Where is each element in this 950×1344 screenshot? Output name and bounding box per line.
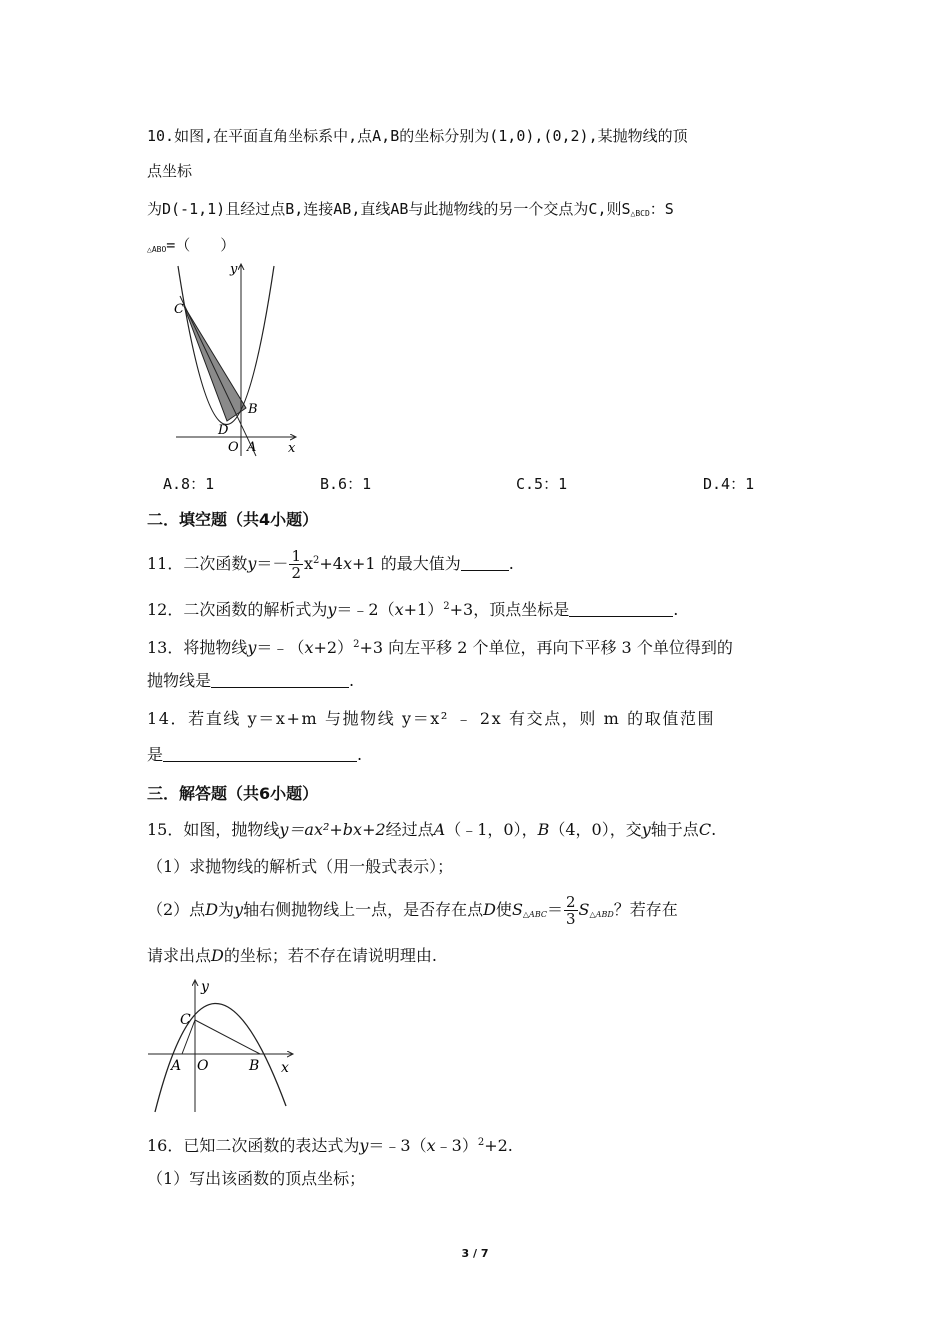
q11-eq: ＝－ <box>256 554 289 573</box>
q11-var-x: x <box>342 554 353 573</box>
q12-rest2: +1） <box>403 600 444 619</box>
q12-var-x: x <box>394 600 404 619</box>
q14-line2-text: 是 <box>147 745 164 764</box>
q13-var-x: x <box>304 638 314 657</box>
q15-p2b: 为 <box>218 900 235 919</box>
q15-label-o: O <box>197 1058 209 1074</box>
q11-var-y: y <box>247 554 257 573</box>
q15-equation: y＝ax²+bx+2 <box>279 820 386 839</box>
q15-l1d: （﹣1，0）， <box>445 820 538 839</box>
q10-colon: ：S <box>649 200 674 218</box>
q15-p2d: 使 <box>495 900 512 919</box>
q12-answer-blank[interactable] <box>569 600 673 617</box>
q15-label-a: A <box>171 1058 182 1074</box>
q15-point-b: B <box>537 820 550 839</box>
q13-var-y: y <box>247 638 257 657</box>
q10-label-y: y <box>230 262 238 277</box>
q12-square: 2 <box>443 601 450 612</box>
q10-label-a: A <box>247 440 257 455</box>
q10-option-d[interactable]: D.4：1 <box>703 475 755 493</box>
q12-pre: 12．二次函数的解析式为 <box>147 600 328 619</box>
q11-var-x2: x <box>303 554 314 573</box>
q13-pre: 13．将抛物线 <box>147 638 248 657</box>
q15-area-s1: S <box>511 900 523 919</box>
q15-p2e: ？若存在 <box>613 900 678 919</box>
q10-option-b[interactable]: B.6：1 <box>320 475 372 493</box>
q12-var-y: y <box>327 600 337 619</box>
q10-label-d: D <box>218 423 229 438</box>
q15-l1g: . <box>711 820 717 839</box>
q13-square: 2 <box>353 639 360 650</box>
q13-text-line1 <box>147 634 733 659</box>
q11-rest: +4 <box>319 554 343 573</box>
q15-frac-den: 3 <box>566 910 576 928</box>
q15-point-c: C <box>698 820 712 839</box>
q15-l1a: 15．如图，抛物线 <box>147 820 280 839</box>
q16-rest: ＝﹣3（ <box>368 1136 427 1155</box>
q15-var-y-2: y <box>234 900 244 919</box>
page-number: 3 / 7 <box>461 1247 489 1260</box>
q15-l4b: 的坐标；若不存在请说明理由. <box>223 946 437 965</box>
q11-text <box>147 546 514 582</box>
q13-rest3: +3 向左平移 2 个单位，再向下平移 3 个单位得到的 <box>359 638 733 657</box>
q15-part1: （1）求抛物线的解析式（用一般式表示）； <box>147 857 454 876</box>
q15-label-b: B <box>249 1058 260 1074</box>
q12-end: . <box>673 600 679 619</box>
q12-rest3: +3，顶点坐标是 <box>449 600 570 619</box>
q11-fraction <box>289 548 303 581</box>
q16-text <box>147 1132 513 1157</box>
q16-var-y: y <box>359 1136 369 1155</box>
q15-label-x: x <box>281 1060 289 1076</box>
q16-pre: 16．已知二次函数的表达式为 <box>147 1136 360 1155</box>
q15-l1f: 轴于点 <box>650 820 699 839</box>
q16-rest2: ﹣3） <box>435 1136 478 1155</box>
q13-rest: ＝﹣（ <box>256 638 305 657</box>
q15-l4a: 请求出点 <box>147 946 212 965</box>
q15-label-y: y <box>201 979 209 995</box>
q13-end: . <box>349 671 355 690</box>
q15-point-d: D <box>205 900 219 919</box>
q10-label-c: C <box>174 302 184 317</box>
q11-frac-num: 1 <box>291 547 301 565</box>
q15-figure <box>145 976 295 1116</box>
q15-fraction <box>564 894 578 927</box>
q15-l1e: （4，0），交 <box>549 820 642 839</box>
q11-pre: 11．二次函数 <box>147 554 248 573</box>
q10-figure <box>170 258 310 458</box>
q13-rest2: +2） <box>313 638 354 657</box>
q10-text-line1: 10.如图,在平面直角坐标系中,点A,B的坐标分别为(1,0),(0,2),某抛物线的顶 <box>147 127 688 145</box>
q15-area-s2: S <box>578 900 590 919</box>
q16-part1: （1）写出该函数的顶点坐标； <box>147 1169 366 1188</box>
q15-segment-cb <box>195 1020 260 1054</box>
q14-end: . <box>357 745 363 764</box>
q14-text-line1: 14．若直线 y＝x+m 与抛物线 y＝x² ﹣ 2x 有交点，则 m 的取值范围 <box>147 709 716 728</box>
q13-line2-text: 抛物线是 <box>147 671 212 690</box>
q11-rest2: +1 的最大值为 <box>352 554 461 573</box>
q15-p2c: 轴右侧抛物线上一点，是否存在点 <box>243 900 484 919</box>
q12-text <box>147 596 678 621</box>
q15-var-y: y <box>641 820 651 839</box>
section-heading-fill-in: 二．填空题（共4小题） <box>147 510 319 529</box>
q16-var-x: x <box>426 1136 436 1155</box>
q15-text-line1 <box>147 819 716 841</box>
q10-option-c[interactable]: C.5：1 <box>516 475 568 493</box>
q15-label-c: C <box>180 1012 191 1028</box>
q10-label-b: B <box>248 402 258 417</box>
q15-eq: ＝ <box>546 900 563 919</box>
q10-label-x: x <box>288 441 296 456</box>
q14-answer-blank[interactable] <box>163 745 357 762</box>
section-heading-solutions: 三．解答题（共6小题） <box>147 784 319 803</box>
q11-end: . <box>508 554 514 573</box>
q16-square: 2 <box>477 1137 485 1148</box>
q15-point-a: A <box>433 820 446 839</box>
q10-line3-main: 为D(-1,1)且经过点B,连接AB,直线AB与此抛物线的另一个交点为C,则S <box>147 200 631 218</box>
q10-text-line2: 点坐标 <box>147 162 193 180</box>
q13-answer-blank[interactable] <box>211 671 349 688</box>
q15-sub-abc: △ABC <box>522 910 547 919</box>
q10-text-line3 <box>147 198 674 225</box>
q11-square: 2 <box>313 555 320 566</box>
q10-tail: =（ ） <box>166 236 236 254</box>
q15-part2-line1 <box>147 894 678 930</box>
q14-text-line2 <box>147 744 362 766</box>
q15-point-d-3: D <box>211 946 224 965</box>
q15-frac-num: 2 <box>566 893 576 911</box>
q10-subscript-abo: △ABO <box>147 245 167 254</box>
q15-l1c: 经过点 <box>385 820 434 839</box>
q15-p2a: （2）点 <box>147 900 206 919</box>
q13-text-line2 <box>147 670 354 692</box>
q15-sub-abd: △ABD <box>589 910 614 919</box>
q15-part2-line2 <box>147 945 437 967</box>
q16-rest3: +2. <box>484 1136 513 1155</box>
q10-option-a[interactable]: A.8：1 <box>163 475 215 493</box>
q15-point-d-2: D <box>483 900 496 919</box>
q10-text-line4 <box>147 234 235 261</box>
q10-label-o: O <box>228 440 239 455</box>
q11-frac-den: 2 <box>291 564 301 582</box>
q12-rest: ＝﹣2（ <box>336 600 395 619</box>
q10-subscript-bcd: △BCD <box>630 209 650 218</box>
q11-answer-blank[interactable] <box>461 554 509 571</box>
